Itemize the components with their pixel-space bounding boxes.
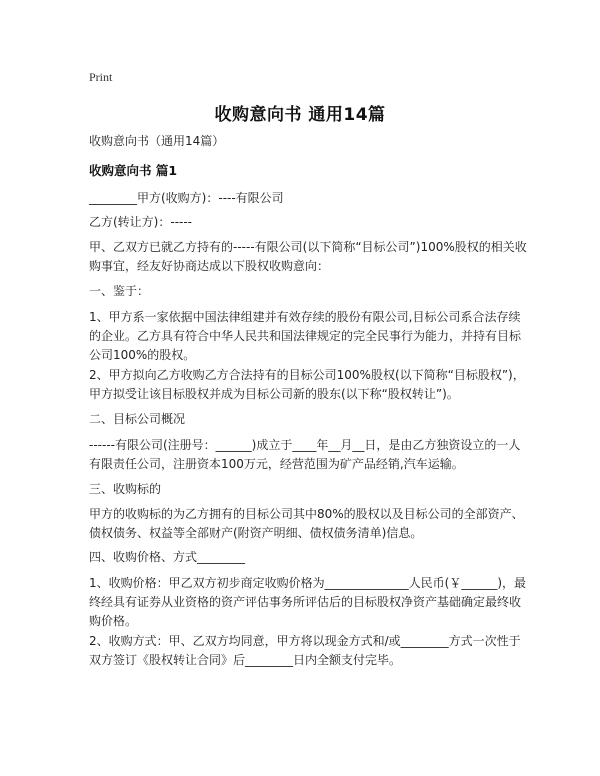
paragraph-buyer: ________甲方(收购方)：----有限公司 xyxy=(89,191,284,205)
paragraph-price: 1、收购价格：甲乙双方初步商定收购价格为______________人民币(￥______)，最终经具有证券从业资格的资产评估事务所评估后的目标股权净资产基础确定最终收购价格。 xyxy=(89,576,527,628)
document-subtitle: 收购意向书（通用14篇） xyxy=(89,134,225,148)
heading-company-overview: 二、目标公司概况 xyxy=(89,412,186,426)
heading-price-method: 四、收购价格、方式________ xyxy=(89,550,246,564)
paragraph-whereas-1: 1、甲方系一家依据中国法律组建并有效存续的股份有限公司,目标公司系合法存续的企业。乙方具有符合中华人民共和国法律规定的完全民事行为能力，并持有目标公司100%的股权。 xyxy=(89,310,522,362)
paragraph-acquisition-target: 甲方的收购标的为乙方拥有的目标公司其中80%的股权以及目标公司的全部资产、债权债务、权益等全部财产(附资产明细、债权债务清单)信息。 xyxy=(89,507,524,540)
document-title: 收购意向书 通用14篇 xyxy=(214,105,386,125)
print-link[interactable]: Print xyxy=(89,70,113,84)
heading-acquisition-target: 三、收购标的 xyxy=(89,482,162,496)
paragraph-payment-method: 2、收购方式：甲、乙双方均同意，甲方将以现金方式和/或________方式一次性于双方签订《股权转让合同》后________日内全额支付完毕。 xyxy=(89,634,521,667)
paragraph-seller: 乙方(转让方)：----- xyxy=(89,215,193,229)
heading-whereas: 一、鉴于： xyxy=(89,284,150,298)
paragraph-whereas-2: 2、甲方拟向乙方收购乙方合法持有的目标公司100%股权(以下简称“目标股权”)，甲方拟受让该目标股权并成为目标公司新的股东(以下称“股权转让”)。 xyxy=(89,368,525,401)
paragraph-intro: 甲、乙双方已就乙方持有的-----有限公司(以下简称“目标公司”)100%股权的相关收购事宜，经友好协商达成以下股权收购意向： xyxy=(89,240,527,273)
paragraph-company-overview: ------有限公司(注册号：______)成立于____年__月__日，是由乙方独资设立的一人有限责任公司，注册资本100万元，经营范围为矿产品经销,汽车运输。 xyxy=(89,438,521,471)
section-heading: 收购意向书 篇1 xyxy=(89,163,178,178)
